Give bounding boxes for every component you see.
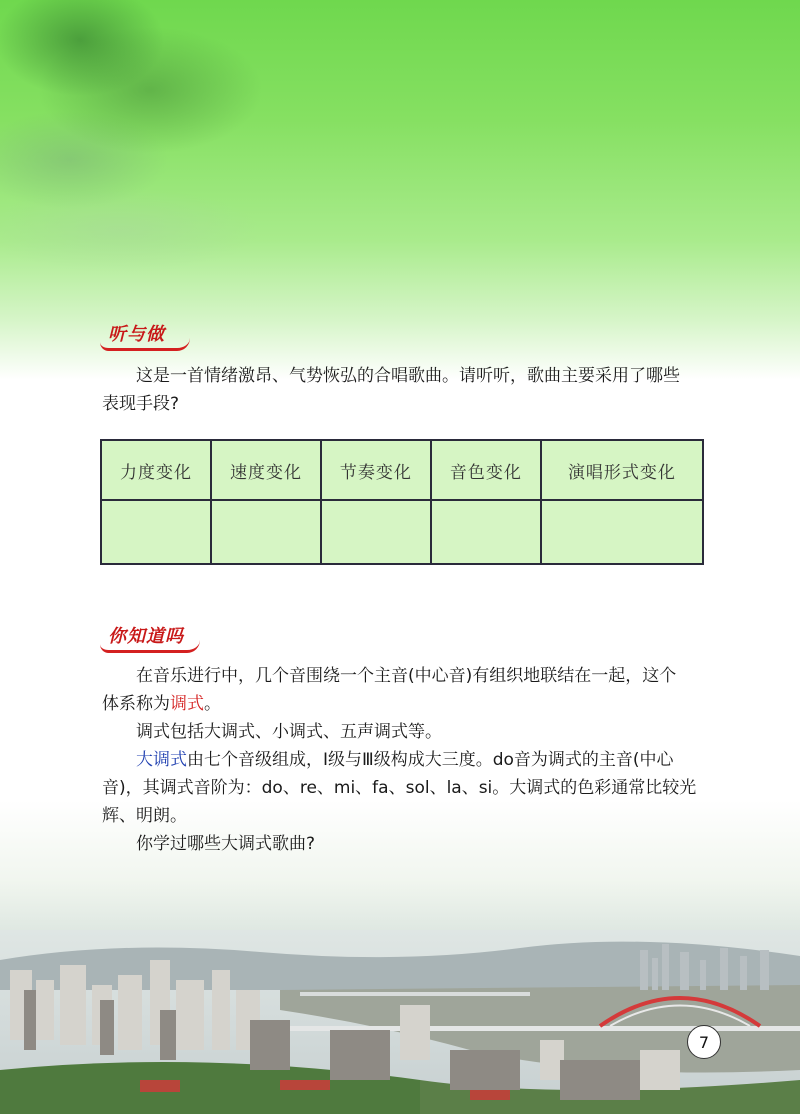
- table-header-cell: 演唱形式变化: [541, 440, 703, 500]
- table-answer-cell[interactable]: [211, 500, 321, 564]
- table-answer-cell[interactable]: [541, 500, 703, 564]
- did-you-know-badge: [100, 620, 200, 650]
- table-header-row: [101, 440, 703, 500]
- listen-do-paragraph: [102, 362, 702, 418]
- term-major-mode: 大调式: [136, 750, 187, 770]
- know-paragraph-2: 调式包括大调式、小调式、五声调式等。: [136, 722, 442, 742]
- table-answer-row: [101, 500, 703, 564]
- know-line-2: [102, 690, 702, 718]
- term-mode: 调式: [170, 694, 204, 714]
- listen-do-badge: [100, 318, 181, 348]
- table-answer-cell[interactable]: [101, 500, 211, 564]
- table-header-cell: 速度变化: [211, 440, 321, 500]
- table-answer-cell[interactable]: [431, 500, 541, 564]
- city-river-photo: [0, 930, 800, 1114]
- city-skyline-image: [0, 930, 800, 1114]
- table-header-cell: 节奏变化: [321, 440, 431, 500]
- know-paragraph-3-line-3: 辉、明朗。: [102, 806, 187, 826]
- know-question: 你学过哪些大调式歌曲?: [136, 834, 316, 854]
- expression-table: [100, 439, 704, 565]
- listen-do-line-2: 表现手段?: [102, 394, 180, 414]
- page-number: 7: [687, 1025, 721, 1059]
- know-line-2-end: 。: [204, 694, 221, 714]
- know-line-1: 在音乐进行中，几个音围绕一个主音(中心音)有组织地联结在一起，这个: [136, 666, 677, 686]
- listen-do-line-1: 这是一首情绪激昂、气势恢弘的合唱歌曲。请听听，歌曲主要采用了哪些: [136, 366, 680, 386]
- table-answer-cell[interactable]: [321, 500, 431, 564]
- know-line-2-text: 体系称为: [102, 694, 170, 714]
- foliage-background: [0, 0, 380, 300]
- table-header-cell: 力度变化: [101, 440, 211, 500]
- did-you-know-badge-label: 你知道吗: [108, 626, 184, 647]
- know-paragraph-3-line-1-text: 由七个音级组成，Ⅰ级与Ⅲ级构成大三度。do音为调式的主音(中心: [187, 750, 674, 770]
- did-you-know-text: [102, 662, 702, 858]
- listen-do-badge-label: 听与做: [108, 324, 165, 345]
- table-header-cell: 音色变化: [431, 440, 541, 500]
- know-paragraph-3-line-2: 音)，其调式音阶为：do、re、mi、fa、sol、la、si。大调式的色彩通常比较光: [102, 778, 697, 798]
- know-paragraph-3-line-1: [102, 746, 702, 774]
